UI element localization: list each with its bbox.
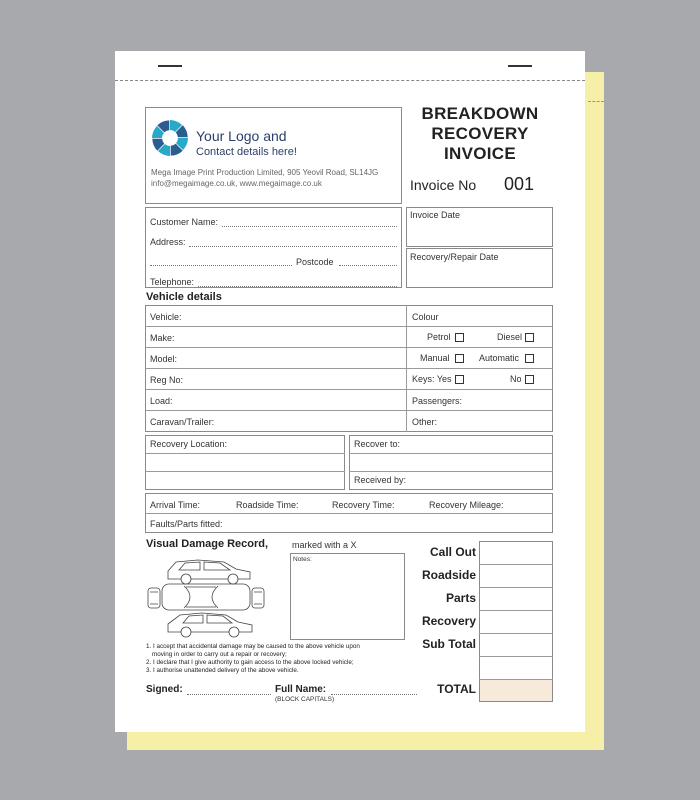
binding-mark-left	[158, 65, 182, 67]
keys-no-label: No	[510, 374, 522, 384]
sub-total-label: Sub Total	[422, 637, 476, 651]
diesel-label: Diesel	[497, 332, 523, 342]
vehicle-row-line	[145, 326, 553, 327]
automatic-label: Automatic	[479, 353, 520, 363]
logo-line-2: Contact details here!	[196, 146, 297, 158]
keys-no-checkbox[interactable]	[525, 375, 534, 384]
telephone-label: Telephone:	[150, 277, 195, 287]
company-address	[151, 167, 378, 189]
customer-name-label: Customer Name:	[150, 217, 219, 227]
damage-record-sub: marked with a X	[292, 540, 357, 550]
binding-mark-right	[508, 65, 532, 67]
manual-checkbox[interactable]	[455, 354, 464, 363]
total-label: TOTAL	[437, 682, 476, 696]
vehicle-row-line	[145, 347, 553, 348]
condition-1: 1. I accept that accidental damage may be caused to the above vehicle upon	[146, 643, 360, 650]
roadside-time-label: Roadside Time:	[236, 500, 299, 510]
invoice-number: 001	[504, 174, 535, 194]
damage-record-heading: Visual Damage Record,	[146, 538, 269, 550]
reg-no-label: Reg No:	[150, 375, 184, 385]
arrival-time-label: Arrival Time:	[150, 500, 201, 510]
passengers-label: Passengers:	[412, 396, 463, 406]
repair-date-label: Recovery/Repair Date	[410, 252, 499, 262]
vehicle-label: Vehicle:	[150, 312, 182, 322]
petrol-label: Petrol	[427, 332, 451, 342]
notes-label: Notes:	[293, 556, 312, 563]
recover-to-line	[349, 453, 553, 454]
customer-name-field[interactable]	[222, 226, 397, 227]
condition-1-cont: moving in order to carry out a repair or recovery;	[152, 651, 287, 658]
title-line-2: RECOVERY	[431, 124, 529, 143]
make-label: Make:	[150, 333, 175, 343]
full-name-label: Full Name:	[275, 684, 327, 695]
telephone-field[interactable]	[198, 286, 397, 287]
recovery-location-line	[145, 471, 345, 472]
load-label: Load:	[150, 396, 173, 406]
totals-box	[479, 541, 553, 702]
keys-yes-label: Keys: Yes	[412, 374, 452, 384]
invoice-number-label: Invoice No	[410, 177, 477, 193]
recover-to-label: Recover to:	[354, 439, 401, 449]
diesel-checkbox[interactable]	[525, 333, 534, 342]
title-line-1: BREAKDOWN	[421, 104, 539, 123]
other-label: Other:	[412, 417, 438, 427]
totals-row-line	[479, 610, 553, 611]
roadside-label: Roadside	[421, 568, 476, 582]
logo-text	[196, 128, 297, 160]
totals-row-line	[479, 656, 553, 657]
recovery-location-line	[145, 453, 345, 454]
caravan-trailer-label: Caravan/Trailer:	[150, 417, 215, 427]
damage-notes-box[interactable]	[290, 553, 405, 640]
times-row-line	[145, 513, 553, 514]
totals-row-line	[479, 587, 553, 588]
total-amount-field[interactable]	[480, 680, 552, 701]
postcode-label: Postcode	[296, 257, 334, 267]
address-line-2: info@megaimage.co.uk, www.megaimage.co.uk	[151, 179, 322, 188]
signed-label: Signed:	[146, 684, 183, 695]
postcode-field[interactable]	[339, 265, 397, 266]
faults-parts-label: Faults/Parts fitted:	[150, 519, 223, 529]
invoice-date-label: Invoice Date	[410, 210, 461, 220]
keys-yes-checkbox[interactable]	[455, 375, 464, 384]
petrol-checkbox[interactable]	[455, 333, 464, 342]
logo-icon	[150, 118, 190, 158]
title-line-3: INVOICE	[443, 144, 516, 163]
recovery-location-label: Recovery Location:	[150, 439, 228, 449]
recovery-label: Recovery	[421, 614, 476, 628]
parts-label: Parts	[445, 591, 476, 605]
manual-label: Manual	[420, 353, 450, 363]
address-field-2[interactable]	[150, 265, 292, 266]
condition-3: 3. I authorise unattended delivery of the above vehicle.	[146, 667, 299, 674]
condition-2: 2. I declare that I give authority to gain access to the above locked vehicle;	[146, 659, 354, 666]
vehicle-row-line	[145, 389, 553, 390]
recover-to-line	[349, 471, 553, 472]
totals-row-line	[479, 633, 553, 634]
address-line-1: Mega Image Print Production Limited, 905 Yeovil Road, SL14JG	[151, 168, 379, 177]
model-label: Model:	[150, 354, 178, 364]
colour-label: Colour	[412, 312, 439, 322]
totals-row-line	[479, 564, 553, 565]
received-by-label: Received by:	[354, 475, 407, 485]
document-title	[404, 104, 556, 164]
vehicle-row-line	[145, 368, 553, 369]
signature-field[interactable]	[187, 694, 271, 695]
logo-line-1: Your Logo and	[196, 128, 287, 144]
vehicle-details-heading: Vehicle details	[146, 291, 222, 303]
call-out-label: Call Out	[429, 545, 476, 559]
automatic-checkbox[interactable]	[525, 354, 534, 363]
vehicle-row-line	[145, 410, 553, 411]
address-field-1[interactable]	[189, 246, 397, 247]
carbon-perforation	[588, 101, 604, 102]
recovery-mileage-label: Recovery Mileage:	[429, 500, 504, 510]
perforation-line	[115, 80, 585, 81]
recovery-time-label: Recovery Time:	[332, 500, 395, 510]
block-capitals-note: (BLOCK CAPITALS)	[275, 696, 335, 703]
address-label: Address:	[150, 237, 186, 247]
car-diagram-icon	[146, 552, 266, 642]
